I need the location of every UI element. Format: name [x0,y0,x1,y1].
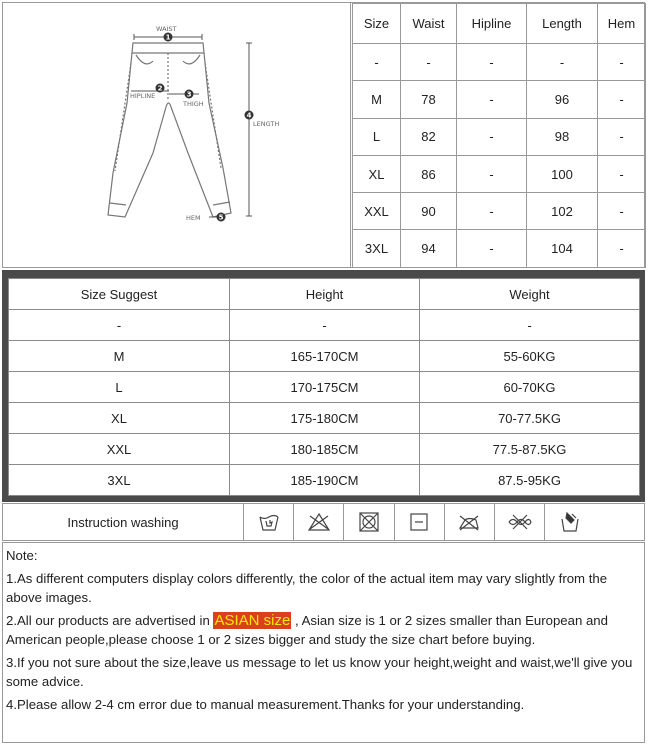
table-cell: 3XL [9,465,230,496]
dry-flat-icon [395,504,445,540]
table-cell: - [598,230,646,267]
asian-size-highlight: ASIAN size [214,611,291,629]
header-size: Size [353,4,401,44]
table-cell: 104 [527,230,598,267]
table-cell: - [598,118,646,155]
table-cell: - [527,44,598,81]
pants-measurement-diagram [3,3,351,267]
table-cell: 100 [527,155,598,192]
size-measurement-table [352,3,646,268]
note-1: 1.As different computers display colors differently, the color of the actual item may vary slightly from the above images. [6,570,608,605]
no-iron-icon [445,504,495,540]
notes-section [2,542,645,743]
label-waist: WAIST [156,25,177,33]
table-cell: 60-70KG [420,372,640,403]
label-length: LENGTH [253,120,280,128]
notes-title: Note: [6,548,38,563]
header-weight: Weight [420,279,640,310]
table-cell: 96 [527,81,598,118]
label-hem: HEM [186,214,201,222]
table-row [9,434,640,465]
marker-1: 1 [165,33,171,42]
table-cell: - [457,44,527,81]
table-cell: 55-60KG [420,341,640,372]
table-cell: 98 [527,118,598,155]
table-cell: - [598,193,646,230]
note-4: 4.Please allow 2-4 cm error due to manual measurement.Thanks for your understanding. [6,696,525,712]
table-cell: - [598,81,646,118]
table-cell: 175-180CM [230,403,420,434]
table-row [9,372,640,403]
table-cell: XXL [9,434,230,465]
no-tumble-dry-icon [344,504,394,540]
table-cell: - [230,310,420,341]
table-cell: - [457,118,527,155]
table-cell: 87.5-95KG [420,465,640,496]
marker-5: 5 [218,213,224,222]
table-cell: - [457,193,527,230]
size-chart-section [2,2,645,268]
table-header-row [353,4,646,44]
table-row [353,81,646,118]
header-size-suggest: Size Suggest [9,279,230,310]
note-2-continued: American people,please choose 1 or 2 sizes bigger and study the size chart before buying. [6,632,536,647]
table-cell: 185-190CM [230,465,420,496]
header-waist: Waist [401,4,457,44]
table-cell: 3XL [353,230,401,267]
table-cell: 78 [401,81,457,118]
table-cell: 94 [401,230,457,267]
washing-instructions-row [2,503,645,541]
table-row [353,155,646,192]
marker-4: 4 [246,111,252,120]
pants-outline [108,43,231,217]
table-cell: 102 [527,193,598,230]
table-row [9,465,640,496]
table-cell: - [598,155,646,192]
table-cell: 82 [401,118,457,155]
table-cell: - [9,310,230,341]
table-cell: 86 [401,155,457,192]
no-wring-icon [495,504,545,540]
table-cell: M [353,81,401,118]
header-hipline: Hipline [457,4,527,44]
table-cell: 170-175CM [230,372,420,403]
table-cell: - [420,310,640,341]
table-row [353,230,646,267]
table-cell: 70-77.5KG [420,403,640,434]
table-header-row [9,279,640,310]
label-hipline: HIPLINE [130,92,156,100]
table-cell: 165-170CM [230,341,420,372]
hand-wash-icon [244,504,294,540]
measurement-lines [131,34,252,217]
size-suggest-section [2,270,645,502]
no-bleach-icon [294,504,344,540]
table-cell: L [9,372,230,403]
note-3: 3.If you not sure about the size,leave us message to let us know your height,weight and waist,we'll give you some advice. [6,654,633,689]
marker-2: 2 [157,84,163,93]
table-cell: - [401,44,457,81]
table-cell: - [598,44,646,81]
table-row [353,193,646,230]
size-suggest-table [8,278,640,496]
table-cell: L [353,118,401,155]
table-cell: XL [9,403,230,434]
table-cell: - [457,155,527,192]
table-cell: 77.5-87.5KG [420,434,640,465]
header-height: Height [230,279,420,310]
table-cell: XXL [353,193,401,230]
table-cell: - [457,230,527,267]
note-2 [6,611,641,631]
table-row [9,310,640,341]
table-row [353,118,646,155]
table-cell: M [9,341,230,372]
pants-drawing [3,3,351,267]
note-2-suffix: , Asian size is 1 or 2 sizes smaller than European and [291,612,608,628]
header-hem: Hem [598,4,646,44]
table-cell: - [353,44,401,81]
dry-clean-icon [545,504,595,540]
header-length: Length [527,4,598,44]
table-cell: - [457,81,527,118]
label-thigh: THIGH [183,100,204,108]
washing-label: Instruction washing [3,504,244,540]
note-2-prefix: 2.All our products are advertised in [6,612,214,628]
table-row [9,403,640,434]
table-cell: XL [353,155,401,192]
marker-3: 3 [186,90,192,99]
table-cell: 90 [401,193,457,230]
table-cell: 180-185CM [230,434,420,465]
table-row [353,44,646,81]
table-row [9,341,640,372]
